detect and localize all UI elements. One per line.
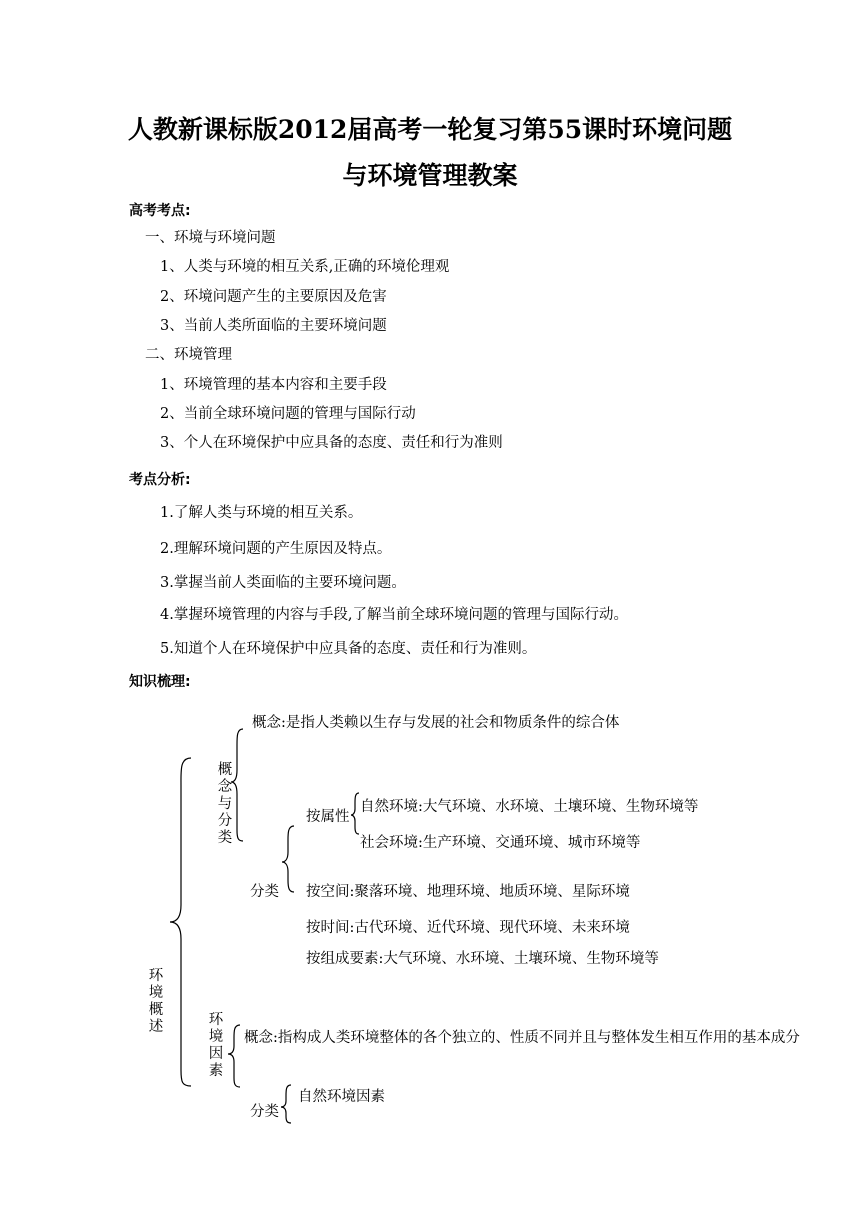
list-item: 1、环境管理的基本内容和主要手段 (160, 377, 387, 393)
factor-concept: 概念:指构成人类环境整体的各个独立的、性质不同并且与整体发生相互作用的基本成分 (244, 1030, 800, 1046)
list-item: 3、个人在环境保护中应具备的态度、责任和行为准则 (160, 435, 503, 451)
list-item: 1、人类与环境的相互关系,正确的环境伦理观 (160, 259, 450, 275)
factors-brace (228, 1025, 240, 1087)
by-attribute-label: 按属性 (306, 809, 350, 825)
attribute-brace (351, 793, 359, 834)
env-factors-label: 环境因素 (208, 1012, 224, 1079)
page-title-line2: 与环境管理教案 (342, 161, 518, 190)
classification-brace (282, 826, 294, 892)
natural-environment: 自然环境:大气环境、水环境、土壤环境、生物环境等 (360, 799, 699, 815)
by-elements: 按组成要素:大气环境、水环境、土壤环境、生物环境等 (306, 951, 659, 967)
analysis-heading: 考点分析: (129, 472, 191, 488)
page-title-line1: 人教新课标版2012届高考一轮复习第55课时环境问题 (127, 115, 733, 144)
list-item: 2、当前全球环境问题的管理与国际行动 (160, 406, 416, 422)
root-label: 环境概述 (148, 968, 164, 1035)
env-concept: 概念:是指人类赖以生存与发展的社会和物质条件的综合体 (252, 715, 620, 731)
list-item: 2.理解环境问题的产生原因及特点。 (160, 541, 392, 557)
list-item: 5.知道个人在环境保护中应具备的态度、责任和行为准则。 (160, 641, 537, 657)
exam-points-heading: 高考考点: (129, 203, 191, 219)
natural-factors: 自然环境因素 (298, 1089, 385, 1105)
classification-label: 分类 (250, 884, 279, 900)
by-space: 按空间:聚落环境、地理环境、地质环境、星际环境 (306, 884, 630, 900)
list-item: 1.了解人类与环境的相互关系。 (160, 505, 363, 521)
knowledge-heading: 知识梳理: (129, 674, 191, 690)
by-time: 按时间:古代环境、近代环境、现代环境、未来环境 (306, 920, 630, 936)
list-item: 3.掌握当前人类面临的主要环境问题。 (160, 575, 406, 591)
factor-classification-label: 分类 (250, 1104, 279, 1120)
list-item: 3、当前人类所面临的主要环境问题 (160, 318, 387, 334)
list-item: 4.掌握环境管理的内容与手段,了解当前全球环境问题的管理与国际行动。 (160, 607, 628, 623)
section-label: 一、环境与环境问题 (145, 230, 276, 246)
section-label: 二、环境管理 (145, 347, 232, 363)
concept-classification-label: 概念与分类 (217, 762, 233, 846)
list-item: 2、环境问题产生的主要原因及危害 (160, 289, 387, 305)
social-environment: 社会环境:生产环境、交通环境、城市环境等 (360, 835, 641, 851)
root-brace (170, 758, 191, 1086)
factor-classification-brace (281, 1085, 291, 1123)
